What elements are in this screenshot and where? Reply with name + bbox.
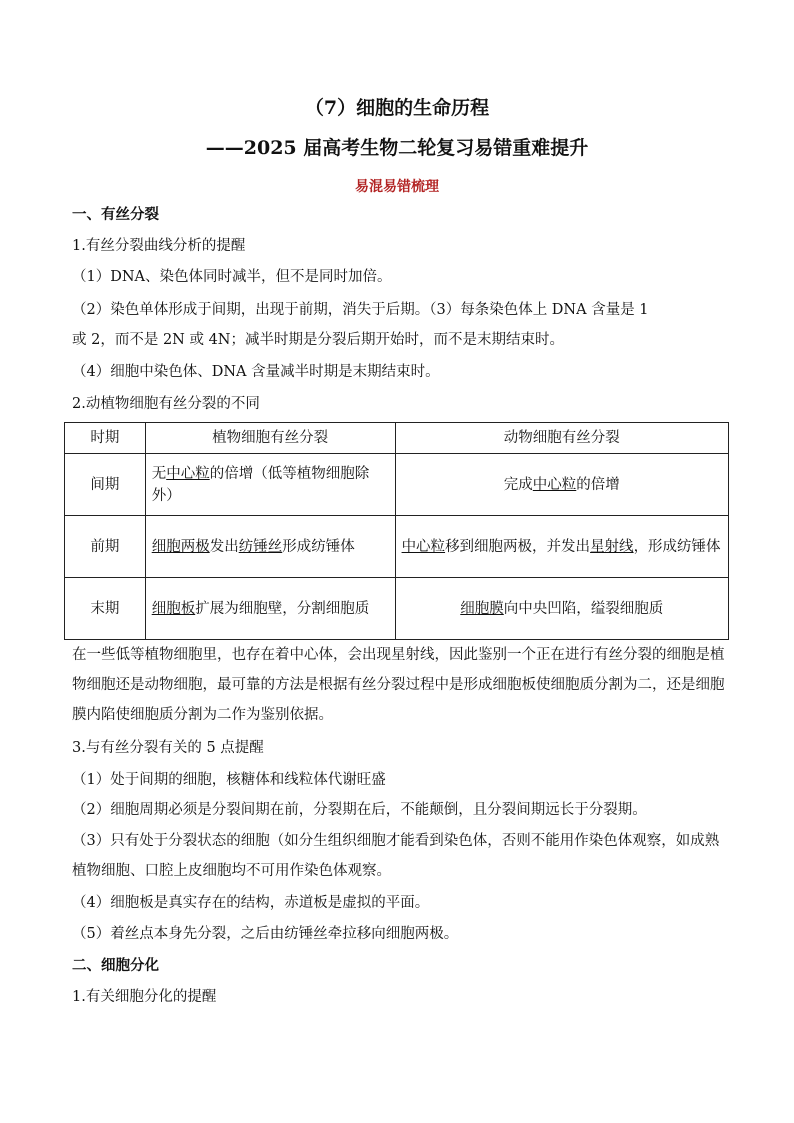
cell-term: 细胞板: [151, 600, 196, 617]
document-title: （7）细胞的生命历程: [304, 97, 490, 119]
cell-text: 移到细胞两极，并发出: [445, 538, 591, 555]
item-title: 1.有丝分裂曲线分析的提醒: [72, 238, 246, 254]
item-point: （5）着丝点本身先分裂，之后由纺锤丝牵拉移向细胞两极。: [72, 926, 459, 942]
item-line: 或 2，而不是 2N 或 4N；减半时期是分裂后期开始时，而不是末期结束时。: [72, 332, 564, 348]
cell-text: 无: [151, 465, 167, 482]
item-point: （1）处于间期的细胞，核糖体和线粒体代谢旺盛: [72, 772, 386, 788]
table-cell-animal: [395, 578, 728, 640]
table-row: [65, 578, 729, 640]
item-title: 1.有关细胞分化的提醒: [72, 989, 217, 1005]
cell-term: 细胞两极: [151, 538, 210, 555]
cell-text: 形成纺锤体: [282, 538, 355, 555]
table-header-cell: 植物细胞有丝分裂: [145, 423, 395, 454]
table-cell-animal: [395, 516, 728, 578]
cell-term: 星射线: [590, 538, 634, 555]
cell-term: 中心粒: [166, 465, 210, 482]
item-line: （4）细胞中染色体、DNA 含量减半时期是末期结束时。: [72, 364, 440, 380]
item-point: （2）细胞周期必须是分裂间期在前，分裂期在后，不能颠倒，且分裂间期远长于分裂期。: [72, 802, 647, 818]
table-cell-period: 末期: [65, 578, 146, 640]
table-cell-plant: [145, 516, 395, 578]
cell-text: 完成: [503, 476, 533, 493]
item-point: （4）细胞板是真实存在的结构，赤道板是虚拟的平面。: [72, 895, 430, 911]
section-label: 易混易错梳理: [355, 179, 439, 195]
item-line: （1）DNA、染色体同时减半，但不是同时加倍。: [72, 269, 392, 285]
section-heading-differentiation: 二、细胞分化: [72, 957, 159, 974]
table-cell-period: 间期: [65, 454, 146, 516]
cell-term: 纺锤丝: [238, 538, 283, 555]
comparison-table: [64, 422, 729, 640]
item-point: （3）只有处于分裂状态的细胞（如分生组织细胞才能看到染色体，否则不能用作染色体观察，如成熟植物细胞、口腔上皮细胞均不可用作染色体观察。: [72, 833, 720, 879]
table-row: [65, 454, 729, 516]
cell-text: 的倍增（低等植物细胞除外）: [151, 465, 370, 504]
cell-term: 中心粒: [532, 476, 577, 493]
note-paragraph: 在一些低等植物细胞里，也存在着中心体，会出现星射线，因此鉴别一个正在进行有丝分裂的细胞是植物细胞还是动物细胞，最可靠的方法是根据有丝分裂过程中是形成细胞板使细胞质分割为二，还是细胞膜内陷使细胞质分割为二作为鉴别依据。: [72, 647, 725, 723]
table-cell-plant: [145, 578, 395, 640]
table-cell-animal: [395, 454, 728, 516]
table-header-cell: 动物细胞有丝分裂: [395, 423, 728, 454]
document-subtitle: ——2025 届高考生物二轮复习易错重难提升: [205, 137, 589, 159]
cell-term: 细胞膜: [460, 600, 504, 617]
cell-text: 向中央凹陷，缢裂细胞质: [503, 600, 664, 617]
table-row: [65, 516, 729, 578]
section-heading-mitosis: 一、有丝分裂: [72, 206, 159, 223]
item-line: （2）染色单体形成于间期，出现于前期，消失于后期。（3）每条染色体上 DNA 含量是 1: [72, 302, 649, 318]
table-cell-period: 前期: [65, 516, 146, 578]
item-title: 2.动植物细胞有丝分裂的不同: [72, 396, 260, 412]
cell-text: ，形成纺锤体: [633, 538, 721, 555]
cell-text: 扩展为细胞壁，分割细胞质: [195, 600, 370, 617]
cell-term: 中心粒: [401, 538, 446, 555]
table-header-row: [65, 423, 729, 454]
table-cell-plant: [145, 454, 395, 516]
table-header-cell: 时期: [65, 423, 146, 454]
cell-text: 发出: [209, 538, 239, 555]
cell-text: 的倍增: [576, 476, 620, 493]
item-title: 3.与有丝分裂有关的 5 点提醒: [72, 740, 264, 756]
